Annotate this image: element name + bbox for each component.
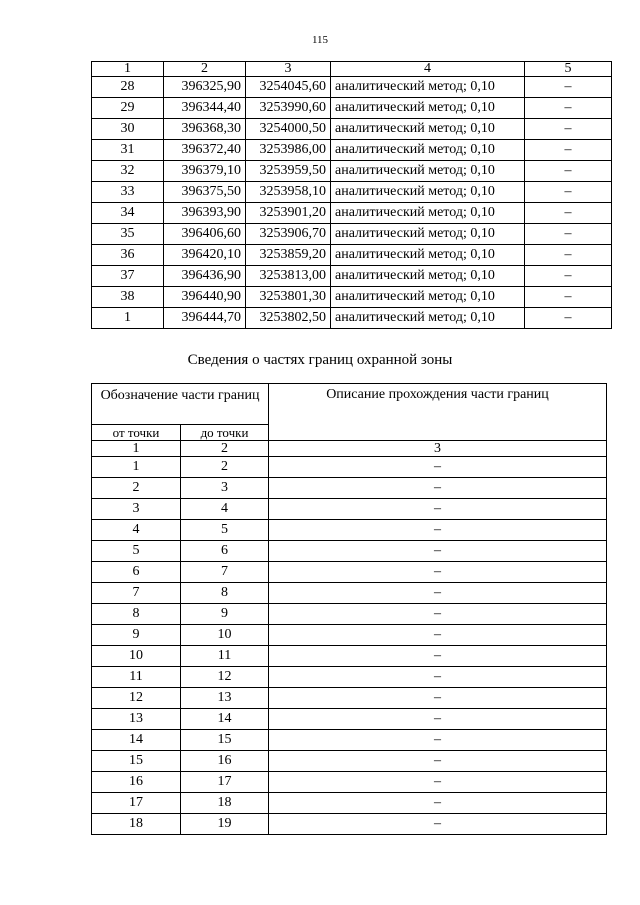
description-cell: – xyxy=(269,751,607,772)
method-accuracy-cell: аналитический метод; 0,10 xyxy=(331,287,525,308)
point-description-cell: – xyxy=(525,245,612,266)
to-point-cell: 12 xyxy=(181,667,269,688)
from-point-cell: 17 xyxy=(92,793,181,814)
point-number-cell: 35 xyxy=(92,224,164,245)
description-cell: – xyxy=(269,625,607,646)
column-number: 1 xyxy=(92,441,181,457)
to-point-cell: 3 xyxy=(181,478,269,499)
from-point-cell: 12 xyxy=(92,688,181,709)
x-coordinate-cell: 396372,40 xyxy=(164,140,246,161)
y-coordinate-cell: 3253958,10 xyxy=(246,182,331,203)
from-point-cell: 15 xyxy=(92,751,181,772)
description-cell: – xyxy=(269,814,607,835)
from-point-cell: 7 xyxy=(92,583,181,604)
description-cell: – xyxy=(269,709,607,730)
description-cell: – xyxy=(269,604,607,625)
table-row xyxy=(92,520,607,541)
table-row xyxy=(92,203,612,224)
header-cell: 5 xyxy=(525,62,612,77)
from-point-cell: 11 xyxy=(92,667,181,688)
table-row xyxy=(92,646,607,667)
point-number-cell: 33 xyxy=(92,182,164,203)
point-description-cell: – xyxy=(525,119,612,140)
to-point-cell: 10 xyxy=(181,625,269,646)
y-coordinate-cell: 3253986,00 xyxy=(246,140,331,161)
column-number-row xyxy=(92,441,607,457)
method-accuracy-cell: аналитический метод; 0,10 xyxy=(331,161,525,182)
description-cell: – xyxy=(269,499,607,520)
table-row xyxy=(92,287,612,308)
to-point-cell: 16 xyxy=(181,751,269,772)
header-cell: 4 xyxy=(331,62,525,77)
to-point-cell: 14 xyxy=(181,709,269,730)
table-row xyxy=(92,562,607,583)
from-point-cell: 2 xyxy=(92,478,181,499)
y-coordinate-cell: 3253859,20 xyxy=(246,245,331,266)
header-cell: 1 xyxy=(92,62,164,77)
x-coordinate-cell: 396393,90 xyxy=(164,203,246,224)
method-accuracy-cell: аналитический метод; 0,10 xyxy=(331,245,525,266)
method-accuracy-cell: аналитический метод; 0,10 xyxy=(331,119,525,140)
from-point-cell: 3 xyxy=(92,499,181,520)
header-designation: Обозначение части границ xyxy=(92,384,269,425)
y-coordinate-cell: 3254000,50 xyxy=(246,119,331,140)
table-row xyxy=(92,245,612,266)
page-number: 115 xyxy=(311,34,329,46)
table-header-row xyxy=(92,384,607,425)
point-number-cell: 31 xyxy=(92,140,164,161)
table-row xyxy=(92,667,607,688)
method-accuracy-cell: аналитический метод; 0,10 xyxy=(331,308,525,329)
description-cell: – xyxy=(269,730,607,751)
to-point-cell: 18 xyxy=(181,793,269,814)
point-description-cell: – xyxy=(525,224,612,245)
description-cell: – xyxy=(269,772,607,793)
x-coordinate-cell: 396440,90 xyxy=(164,287,246,308)
method-accuracy-cell: аналитический метод; 0,10 xyxy=(331,140,525,161)
table-row xyxy=(92,182,612,203)
table-header-row xyxy=(92,62,612,77)
method-accuracy-cell: аналитический метод; 0,10 xyxy=(331,77,525,98)
description-cell: – xyxy=(269,562,607,583)
from-point-cell: 13 xyxy=(92,709,181,730)
method-accuracy-cell: аналитический метод; 0,10 xyxy=(331,224,525,245)
y-coordinate-cell: 3253990,60 xyxy=(246,98,331,119)
table-row xyxy=(92,541,607,562)
x-coordinate-cell: 396420,10 xyxy=(164,245,246,266)
from-point-cell: 18 xyxy=(92,814,181,835)
point-description-cell: – xyxy=(525,287,612,308)
to-point-cell: 6 xyxy=(181,541,269,562)
description-cell: – xyxy=(269,667,607,688)
point-description-cell: – xyxy=(525,266,612,287)
point-description-cell: – xyxy=(525,77,612,98)
section-title: Сведения о частях границ охранной зоны xyxy=(187,352,453,368)
to-point-cell: 19 xyxy=(181,814,269,835)
description-cell: – xyxy=(269,520,607,541)
point-number-cell: 38 xyxy=(92,287,164,308)
point-number-cell: 36 xyxy=(92,245,164,266)
table-row xyxy=(92,224,612,245)
point-description-cell: – xyxy=(525,308,612,329)
column-number: 2 xyxy=(181,441,269,457)
x-coordinate-cell: 396368,30 xyxy=(164,119,246,140)
table-row xyxy=(92,266,612,287)
table-row xyxy=(92,625,607,646)
from-point-cell: 14 xyxy=(92,730,181,751)
table-row xyxy=(92,98,612,119)
point-number-cell: 32 xyxy=(92,161,164,182)
from-point-cell: 5 xyxy=(92,541,181,562)
point-number-cell: 1 xyxy=(92,308,164,329)
table-row xyxy=(92,119,612,140)
header-cell: 3 xyxy=(246,62,331,77)
y-coordinate-cell: 3253959,50 xyxy=(246,161,331,182)
to-point-cell: 17 xyxy=(181,772,269,793)
table-row xyxy=(92,730,607,751)
coordinates-table xyxy=(91,61,612,329)
table-row xyxy=(92,140,612,161)
table-row xyxy=(92,478,607,499)
y-coordinate-cell: 3253802,50 xyxy=(246,308,331,329)
to-point-cell: 4 xyxy=(181,499,269,520)
x-coordinate-cell: 396344,40 xyxy=(164,98,246,119)
y-coordinate-cell: 3253906,70 xyxy=(246,224,331,245)
point-description-cell: – xyxy=(525,140,612,161)
from-point-cell: 8 xyxy=(92,604,181,625)
description-cell: – xyxy=(269,583,607,604)
from-point-cell: 6 xyxy=(92,562,181,583)
table-row xyxy=(92,814,607,835)
table-row xyxy=(92,751,607,772)
boundary-parts-table xyxy=(91,383,607,835)
method-accuracy-cell: аналитический метод; 0,10 xyxy=(331,182,525,203)
x-coordinate-cell: 396375,50 xyxy=(164,182,246,203)
point-number-cell: 30 xyxy=(92,119,164,140)
point-description-cell: – xyxy=(525,161,612,182)
x-coordinate-cell: 396379,10 xyxy=(164,161,246,182)
method-accuracy-cell: аналитический метод; 0,10 xyxy=(331,98,525,119)
header-from-point: от точки xyxy=(92,425,181,441)
table-row xyxy=(92,688,607,709)
header-to-point: до точки xyxy=(181,425,269,441)
to-point-cell: 15 xyxy=(181,730,269,751)
to-point-cell: 5 xyxy=(181,520,269,541)
table-row xyxy=(92,457,607,478)
to-point-cell: 13 xyxy=(181,688,269,709)
to-point-cell: 11 xyxy=(181,646,269,667)
table-row xyxy=(92,308,612,329)
header-description: Описание прохождения части границ xyxy=(269,384,607,441)
x-coordinate-cell: 396444,70 xyxy=(164,308,246,329)
table-row xyxy=(92,161,612,182)
y-coordinate-cell: 3253801,30 xyxy=(246,287,331,308)
x-coordinate-cell: 396406,60 xyxy=(164,224,246,245)
to-point-cell: 7 xyxy=(181,562,269,583)
table-row xyxy=(92,793,607,814)
description-cell: – xyxy=(269,541,607,562)
description-cell: – xyxy=(269,793,607,814)
description-cell: – xyxy=(269,688,607,709)
method-accuracy-cell: аналитический метод; 0,10 xyxy=(331,266,525,287)
y-coordinate-cell: 3253901,20 xyxy=(246,203,331,224)
point-number-cell: 34 xyxy=(92,203,164,224)
table-row xyxy=(92,772,607,793)
from-point-cell: 10 xyxy=(92,646,181,667)
to-point-cell: 9 xyxy=(181,604,269,625)
from-point-cell: 4 xyxy=(92,520,181,541)
from-point-cell: 16 xyxy=(92,772,181,793)
point-number-cell: 28 xyxy=(92,77,164,98)
to-point-cell: 2 xyxy=(181,457,269,478)
table-row xyxy=(92,709,607,730)
point-number-cell: 29 xyxy=(92,98,164,119)
description-cell: – xyxy=(269,478,607,499)
table-row xyxy=(92,604,607,625)
from-point-cell: 9 xyxy=(92,625,181,646)
x-coordinate-cell: 396325,90 xyxy=(164,77,246,98)
point-description-cell: – xyxy=(525,98,612,119)
to-point-cell: 8 xyxy=(181,583,269,604)
column-number: 3 xyxy=(269,441,607,457)
description-cell: – xyxy=(269,646,607,667)
table-row xyxy=(92,77,612,98)
y-coordinate-cell: 3253813,00 xyxy=(246,266,331,287)
x-coordinate-cell: 396436,90 xyxy=(164,266,246,287)
header-cell: 2 xyxy=(164,62,246,77)
description-cell: – xyxy=(269,457,607,478)
y-coordinate-cell: 3254045,60 xyxy=(246,77,331,98)
method-accuracy-cell: аналитический метод; 0,10 xyxy=(331,203,525,224)
table-row xyxy=(92,499,607,520)
from-point-cell: 1 xyxy=(92,457,181,478)
point-description-cell: – xyxy=(525,182,612,203)
table-row xyxy=(92,583,607,604)
point-description-cell: – xyxy=(525,203,612,224)
point-number-cell: 37 xyxy=(92,266,164,287)
